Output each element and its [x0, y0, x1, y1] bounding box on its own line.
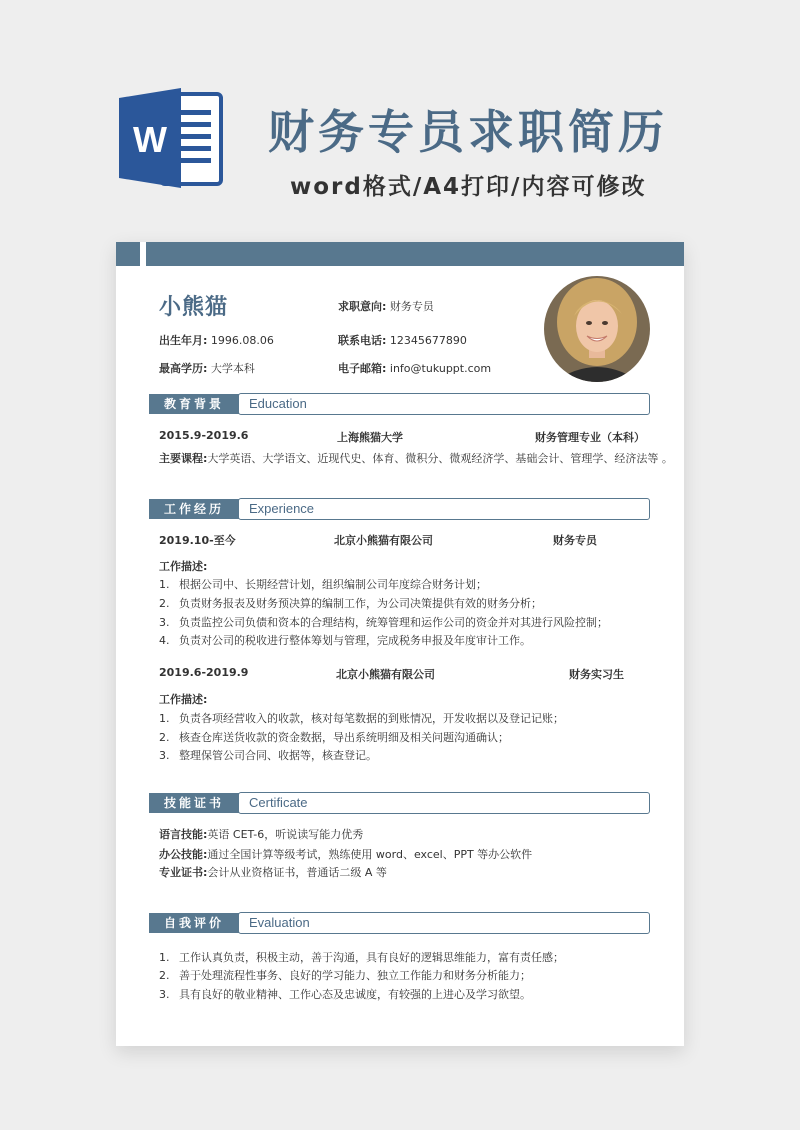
education-school: 上海熊猫大学	[337, 431, 403, 444]
resume-paper	[116, 242, 684, 1046]
education-period: 2015.9-2019.6	[159, 429, 249, 442]
certificate-section-tag: 技能证书	[149, 793, 239, 813]
email-field: 电子邮箱: info@tukuppt.com	[338, 362, 492, 375]
job-row	[159, 532, 649, 548]
certificate-section-box	[238, 792, 650, 814]
evaluation-section-tag: 自我评价	[149, 913, 239, 933]
job-period: 2019.10-至今	[159, 534, 236, 547]
education-section-box	[238, 393, 650, 415]
job-desc-item: 3. 负责监控公司负债和资本的合理结构，统筹管理和运作公司的资金并对其进行风险控制；	[159, 616, 608, 629]
evaluation-item: 1. 工作认真负责，积极主动，善于沟通，具有良好的逻辑思维能力，富有责任感；	[159, 951, 564, 964]
promo-title: 财务专员求职简历	[268, 105, 668, 159]
evaluation-section-box	[238, 912, 650, 934]
job-intent: 求职意向: 财务专员	[338, 300, 434, 313]
education-major: 财务管理专业（本科）	[535, 431, 645, 444]
education-courses: 主要课程:大学英语、大学语文、近现代史、体育、微积分、微观经济学、基础会计、管理学、经济法等 。	[159, 452, 673, 465]
job-desc-item: 3. 整理保管公司合同、收据等，核查登记。	[159, 749, 377, 762]
job-desc-item: 1. 根据公司中、长期经营计划，组织编制公司年度综合财务计划；	[159, 578, 487, 591]
office-skill: 办公技能:通过全国计算等级考试，熟练使用 word、excel、PPT 等办公软件	[159, 848, 533, 861]
experience-section-box	[238, 498, 650, 520]
education-section-en: Education	[249, 396, 307, 411]
top-bar	[146, 242, 684, 266]
job-row	[159, 666, 649, 682]
phone-field: 联系电话: 12345677890	[338, 334, 467, 347]
language-skill: 语言技能:英语 CET-6，听说读写能力优秀	[159, 828, 364, 841]
education-section-tag: 教育背景	[149, 394, 239, 414]
evaluation-section-en: Evaluation	[249, 915, 310, 930]
job-company: 北京小熊猫有限公司	[336, 668, 435, 681]
profile-photo	[544, 276, 650, 382]
top-bar-square	[116, 242, 140, 266]
evaluation-item: 2. 善于处理流程性事务、良好的学习能力、独立工作能力和财务分析能力；	[159, 969, 531, 982]
evaluation-item: 3. 具有良好的敬业精神、工作心态及忠诚度，有较强的上进心及学习欲望。	[159, 988, 531, 1001]
birth-field: 出生年月: 1996.08.06	[159, 334, 274, 347]
job-desc-item: 2. 核查仓库送货收款的资金数据，导出系统明细及相关问题沟通确认；	[159, 731, 509, 744]
professional-cert: 专业证书:会计从业资格证书，普通话二级 A 等	[159, 866, 387, 879]
candidate-name: 小熊猫	[159, 295, 229, 320]
job-position: 财务实习生	[569, 668, 624, 681]
job-desc-label: 工作描述:	[159, 560, 208, 573]
experience-section-en: Experience	[249, 501, 315, 516]
job-company: 北京小熊猫有限公司	[334, 534, 433, 547]
job-period: 2019.6-2019.9	[159, 666, 249, 679]
promo-subtitle: word格式/A4打印/内容可修改	[290, 174, 647, 200]
certificate-section-en: Certificate	[249, 795, 308, 810]
word-logo-letter: W	[133, 119, 167, 160]
job-position: 财务专员	[553, 534, 597, 547]
job-desc-item: 4. 负责对公司的税收进行整体筹划与管理，完成税务申报及年度审计工作。	[159, 634, 531, 647]
job-desc-label: 工作描述:	[159, 693, 208, 706]
word-logo-icon	[117, 84, 225, 192]
education-level-field: 最高学历: 大学本科	[159, 362, 255, 375]
job-desc-item: 1. 负责各项经营收入的收款，核对每笔数据的到账情况，开发收据以及登记记账；	[159, 712, 564, 725]
education-row	[159, 429, 649, 445]
experience-section-tag: 工作经历	[149, 499, 239, 519]
job-desc-item: 2. 负责财务报表及财务预决算的编制工作，为公司决策提供有效的财务分析；	[159, 597, 542, 610]
